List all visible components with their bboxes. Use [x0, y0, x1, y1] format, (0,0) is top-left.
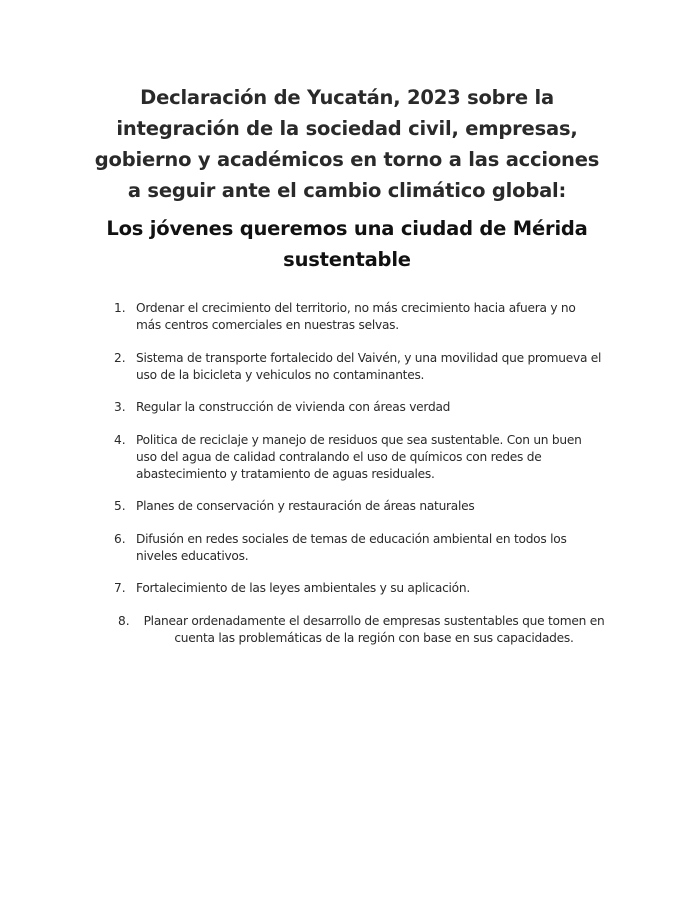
page-title: Declaración de Yucatán, 2023 sobre la integración de la sociedad civil, empresas, gobierno y académicos en torno a las acciones a seguir ante el cambio climático global: [94, 86, 600, 202]
list-item-text: Politica de reciclaje y manejo de residuos que sea sustentable. Con un buen uso del agua de calidad contralando el uso de químicos con redes de abastecimiento y tratamiento de aguas residuales. [136, 433, 582, 481]
list-item-text: Planes de conservación y restauración de áreas naturales [136, 499, 475, 513]
list-item-number: 1. [114, 301, 126, 315]
list-item-text: Planear ordenadamente el desarrollo de empresas sustentables que tomen en cuenta las problemáticas de la región con base en sus capacidades. [143, 614, 605, 645]
list-item-text: Sistema de transporte fortalecido del Vaivén, y una movilidad que promueva el uso de la bicicleta y vehiculos no contaminantes. [136, 351, 602, 382]
list-item-number: 2. [114, 351, 126, 365]
list-item-text: Regular la construcción de vivienda con áreas verdad [136, 400, 451, 414]
list-item-number: 6. [114, 532, 126, 546]
list-item-text: Fortalecimiento de las leyes ambientales y su aplicación. [136, 581, 470, 595]
list-item-number: 4. [114, 433, 126, 447]
list-item-text: Ordenar el crecimiento del territorio, no más crecimiento hacia afuera y no más centros comerciales en nuestras selvas. [136, 301, 576, 332]
list-item-text: Difusión en redes sociales de temas de educación ambiental en todos los niveles educativos. [136, 532, 567, 563]
list-item-number: 8. [118, 614, 130, 628]
list-item-number: 5. [114, 499, 126, 513]
list-item-number: 3. [114, 400, 126, 414]
page-subtitle: Los jóvenes queremos una ciudad de Mérida sustentable [106, 217, 588, 271]
list-item-number: 7. [114, 581, 126, 595]
